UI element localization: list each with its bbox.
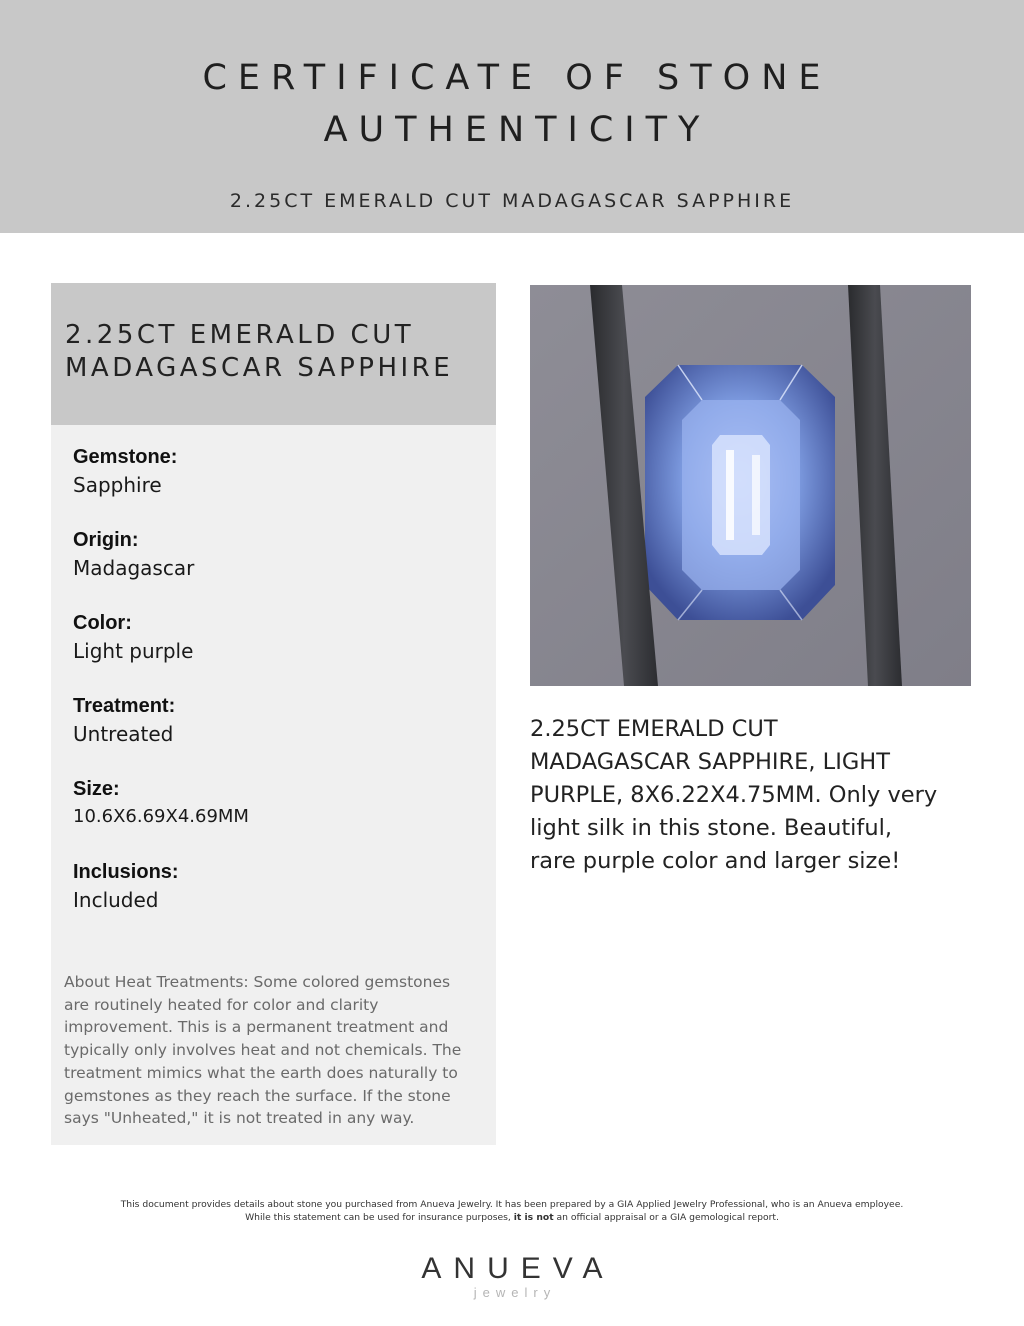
disclaimer-line1: This document provides details about stone you purchased from Anueva Jewelry. It has been prepared by a GIA Applied Jewelry Professional, who is an Anueva employee. <box>120 1199 904 1210</box>
attribute-label: Treatment: <box>73 695 176 717</box>
attribute-origin <box>73 526 483 582</box>
heat-note-line: typically only involves heat and not chemicals. The <box>64 1041 462 1060</box>
disclaimer-line2 <box>0 1211 1024 1224</box>
attribute-gemstone <box>73 443 483 499</box>
heat-note-line: says "Unheated," it is not treated in any way. <box>64 1109 415 1128</box>
description-line: 2.25CT EMERALD CUT <box>530 716 778 742</box>
anueva-logo <box>0 1252 1024 1300</box>
disclaimer <box>0 1198 1024 1224</box>
attribute-value: Sapphire <box>73 473 162 497</box>
attribute-label: Color: <box>73 612 132 634</box>
stone-details-heading <box>65 319 485 385</box>
heat-note-line: gemstones as they reach the surface. If the stone <box>64 1086 451 1105</box>
attribute-value: Included <box>73 888 159 912</box>
stone-description <box>530 713 970 878</box>
certificate-subtitle: 2.25CT EMERALD CUT MADAGASCAR SAPPHIRE <box>229 190 795 212</box>
description-line: MADAGASCAR SAPPHIRE, LIGHT <box>530 749 890 775</box>
description-line: light silk in this stone. Beautiful, <box>530 815 892 841</box>
stone-details-heading-box <box>51 283 496 425</box>
description-line: rare purple color and larger size! <box>530 848 901 874</box>
attribute-label: Origin: <box>73 529 139 551</box>
attribute-label: Size: <box>73 778 120 800</box>
attribute-label: Gemstone: <box>73 446 178 468</box>
disclaimer-text: an official appraisal or a GIA gemological report. <box>553 1212 779 1223</box>
certificate-header <box>0 0 1024 233</box>
heat-note-line: are routinely heated for color and clarity <box>64 995 379 1014</box>
attribute-value: Light purple <box>73 639 194 663</box>
attribute-label: Inclusions: <box>73 861 179 883</box>
heat-treatment-note <box>64 971 489 1130</box>
attribute-inclusions <box>73 858 483 914</box>
certificate-title-line2: AUTHENTICITY <box>323 110 711 150</box>
description-line: PURPLE, 8X6.22X4.75MM. Only very <box>530 782 938 808</box>
attribute-value: Madagascar <box>73 556 195 580</box>
disclaimer-text: While this statement can be used for insurance purposes, <box>245 1212 514 1223</box>
logo-tagline: jewelry <box>473 1285 557 1300</box>
attribute-size <box>73 775 483 831</box>
heat-note-line: treatment mimics what the earth does naturally to <box>64 1063 458 1082</box>
attribute-value: Untreated <box>73 722 174 746</box>
attribute-color <box>73 609 483 665</box>
attribute-value: 10.6X6.69X4.69MM <box>73 806 249 827</box>
stone-details-heading-line2: MADAGASCAR SAPPHIRE <box>65 353 454 383</box>
certificate-title <box>0 52 1024 156</box>
heat-note-line: About Heat Treatments: Some colored gemstones <box>64 973 451 991</box>
logo-wordmark: ANUEVA <box>421 1252 615 1285</box>
attribute-treatment <box>73 692 483 748</box>
heat-note-line: improvement. This is a permanent treatment and <box>64 1018 449 1037</box>
disclaimer-emphasis: it is not <box>513 1212 554 1223</box>
stone-details-heading-line1: 2.25CT EMERALD CUT <box>65 320 415 350</box>
stone-details-panel <box>51 283 496 1145</box>
sapphire-photo <box>530 285 971 686</box>
certificate-title-line1: CERTIFICATE OF STONE <box>202 58 832 98</box>
sapphire-illustration <box>530 285 971 686</box>
